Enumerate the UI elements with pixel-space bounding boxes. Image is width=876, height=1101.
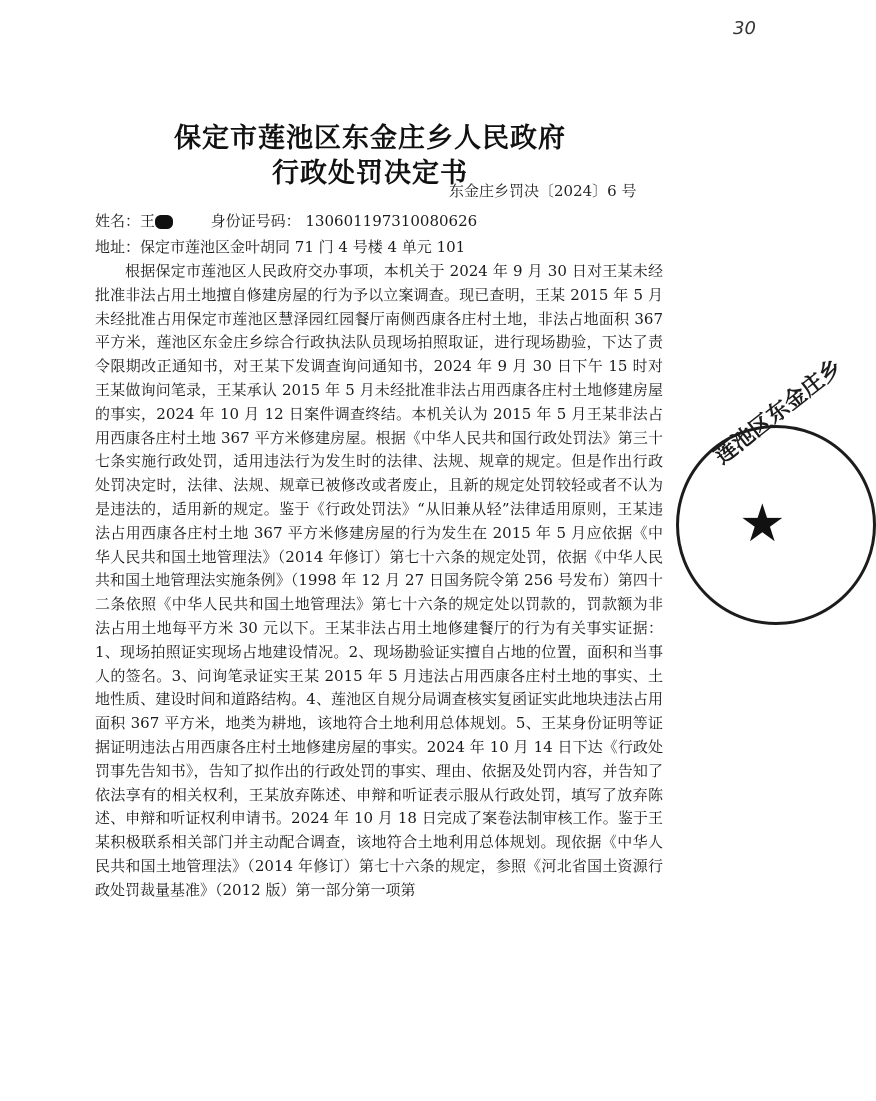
- page-number: 30: [733, 18, 756, 39]
- document-title-line1: 保定市莲池区东金庄乡人民政府: [174, 123, 566, 154]
- document-number: 东金庄乡罚决〔2024〕6 号: [449, 182, 637, 200]
- id-label: 身份证号码：: [210, 212, 301, 230]
- id-value: 130601197310080626: [305, 212, 478, 230]
- party-address-line: [95, 236, 655, 257]
- address-value: 保定市莲池区金叶胡同 71 门 4 号楼 4 单元 101: [140, 238, 466, 256]
- party-name-line: [95, 210, 655, 231]
- address-label: 地址：: [95, 238, 141, 256]
- decision-body: 根据保定市莲池区人民政府交办事项，本机关于 2024 年 9 月 30 日对王某未经批准非法占用土地擅自修建房屋的行为予以立案调查。现已查明，王某 2015 年 5 月未经批准占用保定市莲池区慧泽园红园餐厅南侧西康各庄村土地，非法占地面积 367 平方米，莲池区东金庄乡综合行政执法队员现场拍照取证，进行现场勘验，下达了责令限期改正通知书，对王某下发调查询问通知书，2024 年 9 月 30 日下午 15 时对王某做询问笔录，王某承认 2015 年 5 月未经批准非法占用西康各庄村土地修建房屋的事实，2024 年 10 月 12 日案件调查终结。本机关认为 2015 年 5 月王某非法占用西康各庄村土地 367 平方米修建房屋。根据《中华人民共和国行政处罚法》第三十七条实施行政处罚，适用违法行为发生时的法律、法规、规章的规定。但是作出行政处罚决定时，法律、法规、规章已被修改或者废止，且新的规定处罚较轻或者不认为是违法的，适用新的规定。鉴于《行政处罚法》“从旧兼从轻”法律适用原则，王某违法占用西康各庄村土地 367 平方米修建房屋的行为发生在 2015 年 5 月应依据《中华人民共和国土地管理法》（2014 年修订）第七十六条的规定处罚，依据《中华人民共和国土地管理法实施条例》（1998 年 12 月 27 日国务院令第 256 号发布）第四十二条依照《中华人民共和国土地管理法》第七十六条的规定处以罚款的，罚款额为非法占用土地每平方米 30 元以下。王某非法占用土地修建餐厅的行为有关事实证据：1、现场拍照证实现场占地建设情况。2、现场勘验证实擅自占地的位置，面积和当事人的签名。3、问询笔录证实王某 2015 年 5 月违法占用西康各庄村土地的事实、土地性质、建设时间和道路结构。4、莲池区自规分局调查核实复函证实此地块违法占用面积 367 平方米，地类为耕地，该地符合土地利用总体规划。5、王某身份证明等证据证明违法占用西康各庄村土地修建房屋的事实。2024 年 10 月 14 日下达《行政处罚事先告知书》，告知了拟作出的行政处罚的事实、理由、依据及处罚内容，并告知了依法享有的相关权利，王某放弃陈述、申辩和听证表示服从行政处罚，填写了放弃陈述、申辩和听证权利申请书。2024 年 10 月 18 日完成了案卷法制审核工作。鉴于王某积极联系相关部门并主动配合调查，该地符合土地利用总体规划。现依据《中华人民共和国土地管理法》（2014 年修订）第七十六条的规定，参照《河北省国土资源行政处罚裁量基准》（2012 版）第一部分第一项第: [95, 262, 663, 899]
- seal-star-icon: ★: [739, 494, 786, 554]
- seal-text: 莲池区东金庄乡: [709, 354, 847, 470]
- official-seal: [676, 354, 876, 625]
- name-label: 姓名：: [95, 212, 141, 230]
- document-title-line2: 行政处罚决定书: [272, 158, 468, 189]
- name-value: 王: [140, 212, 156, 230]
- redaction-mark: [155, 215, 173, 229]
